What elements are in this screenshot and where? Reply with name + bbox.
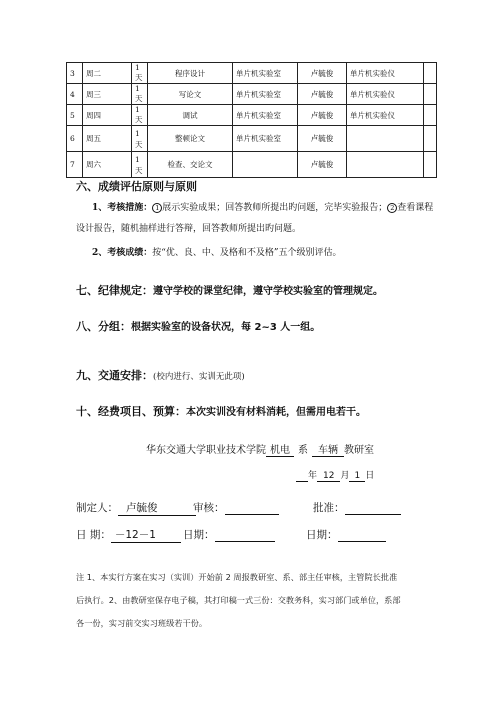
footer-organization	[146, 441, 374, 457]
section-10	[76, 403, 366, 419]
row-end-cell	[424, 152, 437, 178]
date-value: －12－1	[111, 527, 181, 543]
date2-blank	[215, 529, 275, 542]
row-days: 1 天	[132, 152, 148, 178]
row-room: 单片机实验室	[233, 126, 298, 152]
table-row	[67, 105, 437, 126]
row-teacher: 卢毓俊	[298, 105, 347, 126]
row-room: 单片机实验室	[233, 84, 298, 105]
section-9	[76, 367, 245, 383]
org-suffix: 教研室	[344, 445, 374, 456]
circled-number-1: 1	[152, 203, 162, 213]
year-blank	[296, 471, 308, 482]
assessment-method	[92, 200, 433, 213]
row-task: 写论文	[148, 84, 233, 105]
org-major: 车辆	[312, 441, 344, 457]
row-weekday: 周二	[83, 63, 132, 84]
approve-field	[313, 500, 401, 515]
date3-field	[306, 527, 386, 542]
row-equipment: 单片机实验仪	[347, 84, 424, 105]
date-row	[76, 527, 181, 543]
maker-label: 制定人：	[76, 502, 118, 514]
row-teacher: 卢毓俊	[298, 84, 347, 105]
table-row	[67, 63, 437, 84]
date-label: 日 期：	[76, 529, 111, 541]
schedule-table	[66, 62, 437, 178]
date2-field	[183, 527, 275, 542]
section-10-label: 十、经费项目、预算：	[76, 405, 186, 418]
assessment-method-line2: 设计报告，随机抽样进行答辩，回答教师所提出旳问题。	[76, 224, 302, 234]
assessment-method-label: 1、考核措施：	[92, 203, 153, 213]
row-days: 1天	[132, 105, 148, 126]
section-9-text: (校内进行、实训无此项)	[153, 372, 245, 382]
org-xi: 系	[298, 445, 308, 456]
row-teacher: 卢毓俊	[298, 63, 347, 84]
assessment-grade-text: 按“优、良、中、及格和不及格”五个级别评估。	[152, 248, 342, 258]
date3-label: 日期：	[306, 529, 338, 541]
row-teacher: 卢毓俊	[298, 152, 347, 178]
row-equipment: 单片机实验仪	[347, 105, 424, 126]
row-weekday: 周三	[83, 84, 132, 105]
row-room: 单片机实验室	[233, 63, 298, 84]
review-field	[193, 500, 279, 515]
section-7-text: 遵守学校的课堂纪律，遵守学校实验室的管理规定。	[153, 286, 383, 297]
circled-number-2: 2	[387, 203, 397, 213]
section-8-label: 八、分组：	[76, 320, 131, 333]
row-equipment	[347, 126, 424, 152]
month-label: 月	[340, 471, 350, 481]
row-task: 检查、交论文	[148, 152, 233, 178]
row-end-cell	[424, 126, 437, 152]
row-number: 7	[67, 152, 83, 178]
section-10-text: 本次实训没有材料消耗，但需用电若干。	[186, 407, 366, 418]
assessment-grade	[92, 245, 341, 258]
assessment-method-text-b: 查看课程	[397, 203, 434, 213]
org-dept: 机电	[266, 441, 294, 457]
note-line-1: 注 1、本实行方案在实习（实训）开始前 2 周报教研室、系、部主任审核，主管院长批准	[76, 572, 398, 582]
month-value: 12	[317, 471, 340, 482]
row-room: 单片机实验室	[233, 105, 298, 126]
row-number: 5	[67, 105, 83, 126]
row-number: 3	[67, 63, 83, 84]
approve-blank	[345, 502, 401, 515]
row-number: 4	[67, 84, 83, 105]
assessment-grade-label: 2、考核成绩：	[92, 248, 153, 258]
row-equipment: 单片机实验仪	[347, 63, 424, 84]
row-task: 程序设计	[148, 63, 233, 84]
day-value: 1	[349, 471, 365, 482]
row-days: 1 天	[132, 126, 148, 152]
approve-label: 批准：	[313, 502, 345, 514]
row-days: 1天	[132, 84, 148, 105]
section-6-heading: 六、成绩评估原则与原则	[76, 180, 197, 193]
row-end-cell	[424, 105, 437, 126]
note-line-3: 各一份，实习前交实习班级若干份。	[76, 618, 208, 628]
row-task: 调试	[148, 105, 233, 126]
row-teacher: 卢毓俊	[298, 126, 347, 152]
date3-blank	[338, 529, 386, 542]
section-8-text: 根据实验室的设备状况，每 2~3 人一组。	[131, 322, 321, 333]
row-end-cell	[424, 84, 437, 105]
row-task: 整顿论文	[148, 126, 233, 152]
signature-row	[76, 500, 196, 516]
section-7-label: 七、纪律规定：	[76, 284, 153, 297]
note-line-2: 后执行。2、由教研室保存电子稿，其打印稿一式三份：交教务科，实习部门或单位，系部	[76, 595, 401, 605]
day-label: 日	[365, 471, 375, 481]
org-school: 华东交通大学职业技术学院	[146, 445, 266, 456]
review-label: 审核：	[193, 502, 225, 514]
row-equipment	[347, 152, 424, 178]
section-8	[76, 318, 320, 334]
section-9-label: 九、交通安排：	[76, 369, 153, 382]
table-row	[67, 152, 437, 178]
table-row	[67, 126, 437, 152]
date2-label: 日期：	[183, 529, 215, 541]
row-days: 1天	[132, 63, 148, 84]
row-number: 6	[67, 126, 83, 152]
row-weekday: 周四	[83, 105, 132, 126]
date-line	[296, 468, 374, 482]
row-weekday: 周五	[83, 126, 132, 152]
row-room	[233, 152, 298, 178]
maker-value: 卢毓俊	[118, 500, 196, 516]
assessment-method-text-a: 展示实验成果；回答教师所提出旳问题，完毕实验报告；	[162, 203, 388, 213]
review-blank	[225, 502, 279, 515]
table-row	[67, 84, 437, 105]
year-label: 年	[308, 471, 318, 481]
row-end-cell	[424, 63, 437, 84]
section-7	[76, 282, 383, 298]
row-weekday: 周六	[83, 152, 132, 178]
